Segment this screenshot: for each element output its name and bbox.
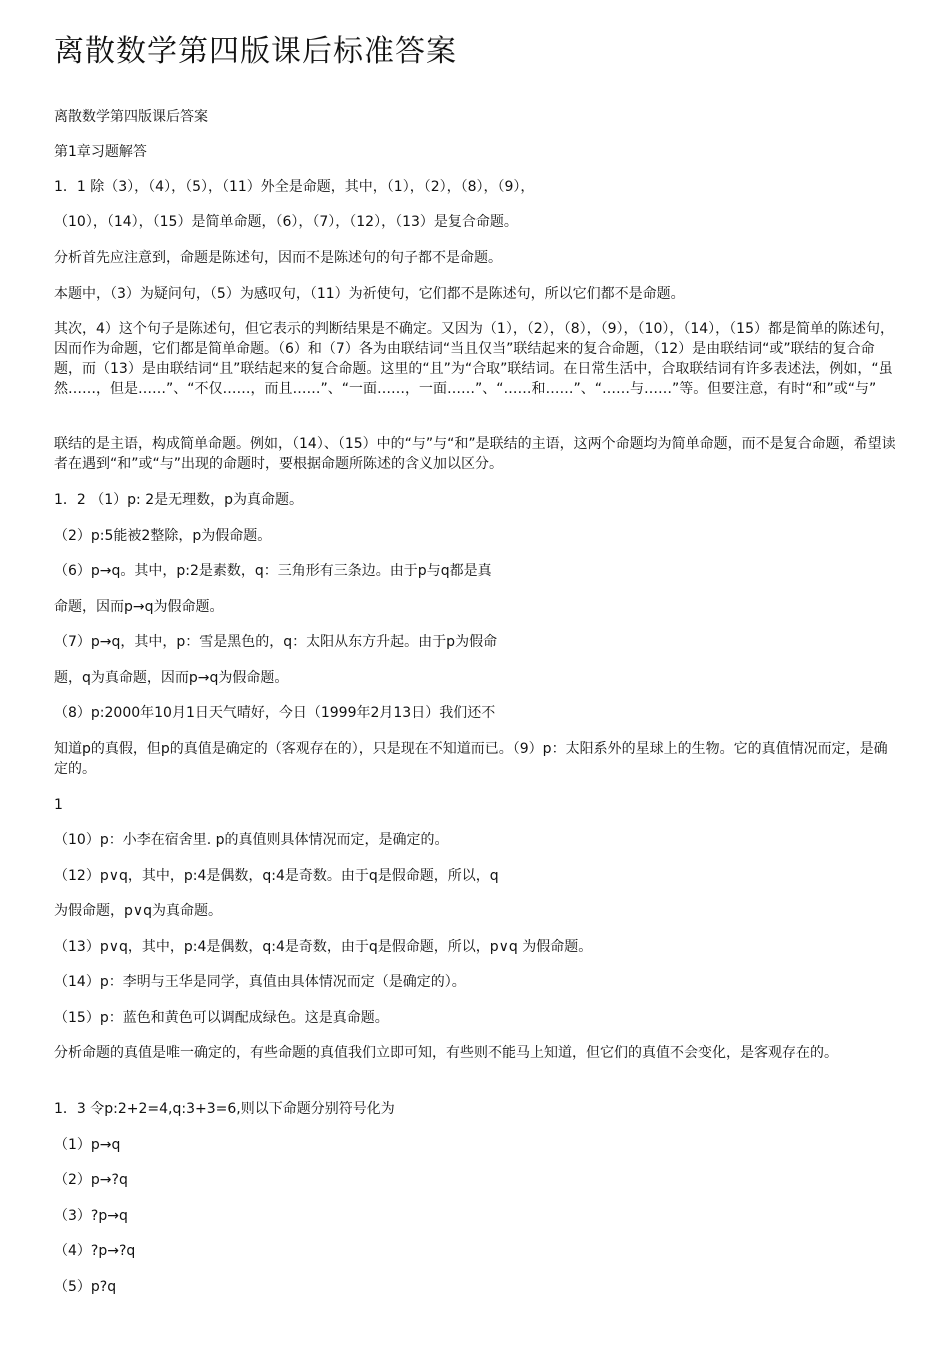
paragraph: （6）p→q。其中，p:2是素数，q：三角形有三条边。由于p与q都是真 (54, 563, 492, 579)
paragraph: （13）p∨q，其中，p:4是偶数，q:4是奇数，由于q是假命题，所以，p∨q 为假命题。 (54, 939, 593, 955)
paragraph: （8）p:2000年10月1日天气晴好，今日（1999年2月13日）我们还不 (54, 705, 496, 721)
paragraph: （15）p：蓝色和黄色可以调配成绿色。这是真命题。 (54, 1010, 389, 1026)
paragraph: 知道p的真假，但p的真值是确定的（客观存在的），只是现在不知道而已。（9）p：太阳系外的星球上的生物。它的真值情况而定，是确定的。 (54, 741, 888, 777)
page-number: 1 (54, 797, 63, 813)
paragraph: （10），（14），（15）是简单命题，（6），（7），（12），（13）是复合命题。 (54, 214, 518, 230)
paragraph: 分析首先应注意到，命题是陈述句，因而不是陈述句的句子都不是命题。 (54, 250, 502, 266)
paragraph: （14）p：李明与王华是同学，真值由具体情况而定（是确定的）。 (54, 974, 466, 990)
paragraph: 联结的是主语，构成简单命题。例如，（14）、（15）中的“与”与“和”是联结的主语，这两个命题均为简单命题，而不是复合命题，希望读者在遇到“和”或“与”出现的命题时，要根据命题所陈述的含义加以区分。 (54, 436, 896, 472)
paragraph: 其次，4）这个句子是陈述句，但它表示的判断结果是不确定。又因为（1），（2），（8），（9），（10），（14），（15）都是简单的陈述句，因而作为命题，它们都是简单命题。（6）和（7）各为由联结词“当且仅当”联结起来的复合命题，（12）是由联结词“或”联结的复合命题，而（13）是由联结词“且”联结起来的复合命题。这里的“且”为“合取”联结词。在日常生活中，合取联结词有许多表述法，例如，“虽然……，但是……”、“不仅……，而且……”、“一面……，一面……”、“……和……”、“……与……”等。但要注意，有时“和”或“与” (54, 321, 894, 397)
paragraph: 1．1 除（3），（4），（5），（11）外全是命题，其中，（1），（2），（8），（9）， (54, 179, 535, 195)
paragraph: （2）p→?q (54, 1172, 128, 1188)
paragraph: 分析命题的真值是唯一确定的，有些命题的真值我们立即可知，有些则不能马上知道，但它们的真值不会变化，是客观存在的。 (54, 1045, 838, 1061)
paragraph: 命题，因而p→q为假命题。 (54, 599, 224, 615)
paragraph: （4）?p→?q (54, 1243, 136, 1259)
paragraph: 本题中，（3）为疑问句，（5）为感叹句，（11）为祈使句，它们都不是陈述句，所以它们都不是命题。 (54, 286, 685, 302)
paragraph: （7）p→q，其中，p：雪是黑色的，q：太阳从东方升起。由于p为假命 (54, 634, 498, 650)
paragraph-subtitle: 离散数学第四版课后答案 (54, 109, 208, 125)
paragraph: （3）?p→q (54, 1208, 128, 1224)
paragraph: 为假命题，p∨q为真命题。 (54, 903, 223, 919)
paragraph: （12）p∨q，其中，p:4是偶数，q:4是奇数。由于q是假命题，所以，q (54, 868, 499, 884)
paragraph: （1）p→q (54, 1137, 121, 1153)
paragraph: 1．2 （1）p: 2是无理数，p为真命题。 (54, 492, 304, 508)
paragraph: （10）p：小李在宿舍里. p的真值则具体情况而定，是确定的。 (54, 832, 449, 848)
paragraph: 1．3 令p:2+2=4,q:3+3=6,则以下命题分别符号化为 (54, 1101, 395, 1117)
paragraph: （5）p?q (54, 1279, 117, 1295)
paragraph: （2）p:5能被2整除，p为假命题。 (54, 528, 272, 544)
paragraph-chapter-heading: 第1章习题解答 (54, 144, 147, 160)
document-title: 离散数学第四版课后标准答案 (54, 34, 457, 69)
paragraph: 题，q为真命题，因而p→q为假命题。 (54, 670, 289, 686)
